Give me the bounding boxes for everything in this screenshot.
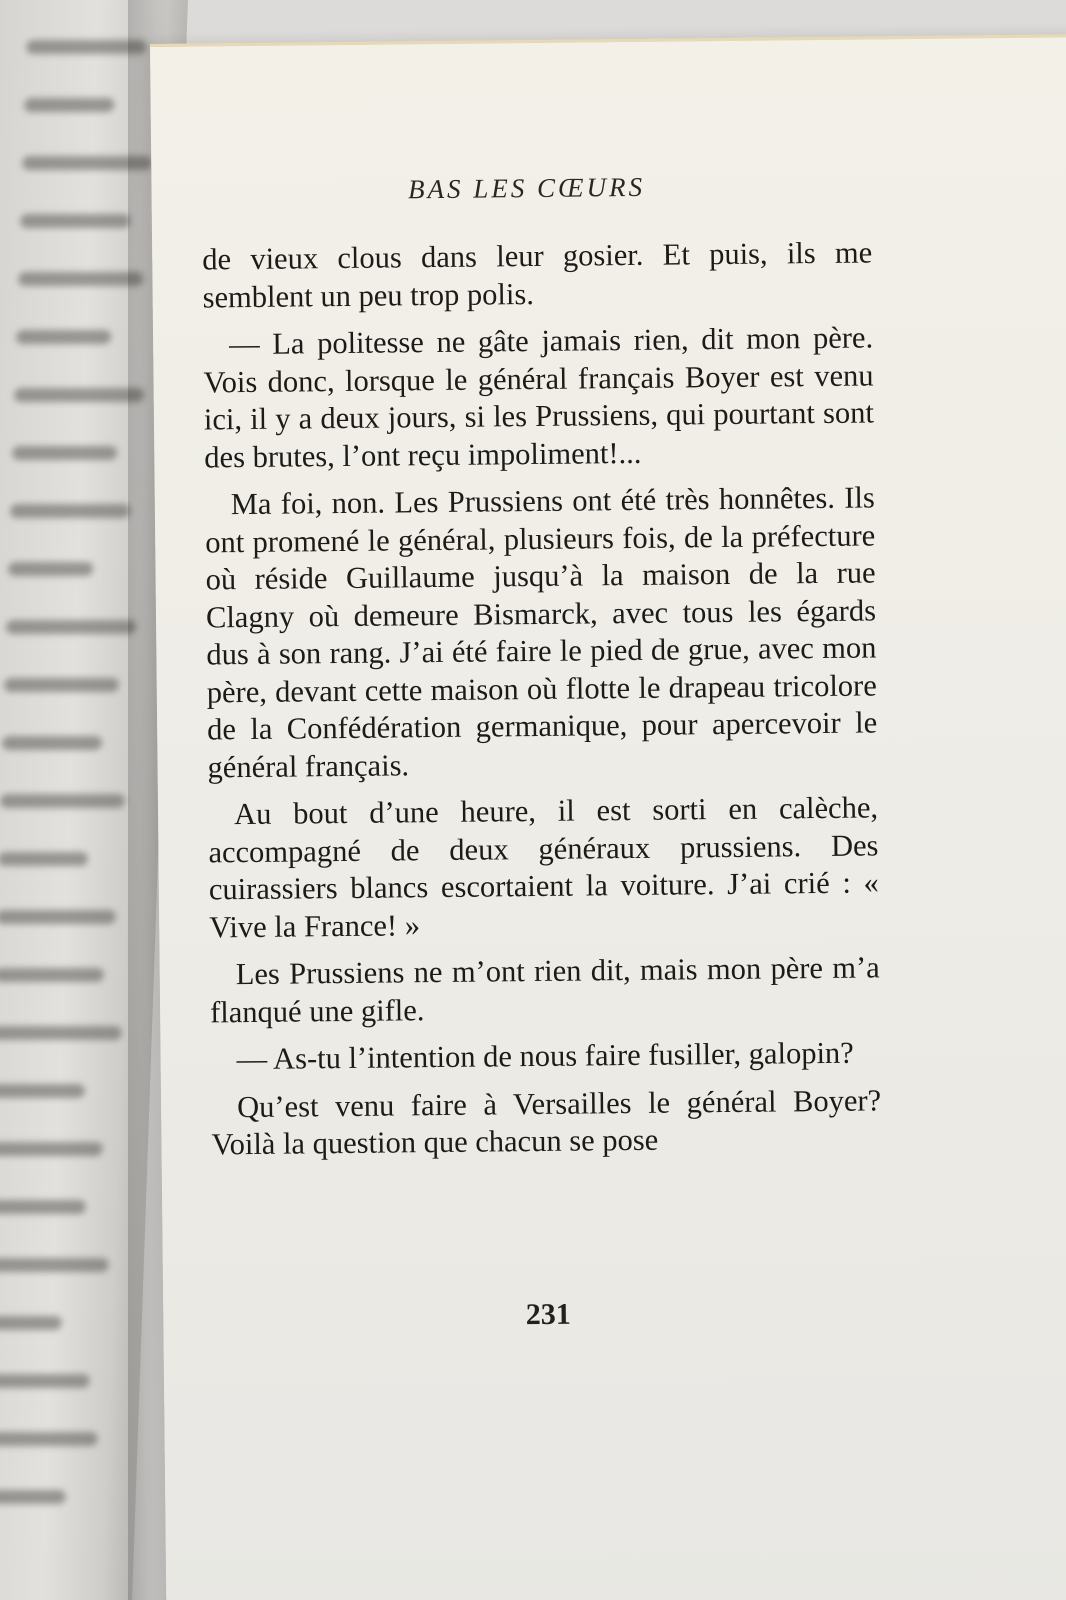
paragraph: de vieux clous dans leur gosier. Et puis, ils me semblent un peu trop polis. [202, 235, 873, 314]
body-text [202, 234, 882, 1173]
book-page [150, 34, 1066, 1600]
paragraph: — La politesse ne gâte jamais rien, dit mon père. Vois donc, lorsque le général français Boyer est venu ici, il y a deux jours, si les Prussiens, qui pourtant sont des brutes, l’ont reçu impoliment!... [203, 320, 875, 474]
page-number: 231 [525, 1297, 571, 1332]
paragraph: Ma foi, non. Les Prussiens ont été très honnêtes. Ils ont promené le général, plusieurs fois, de la préfecture où réside Guillaume jusqu’à la maison de la rue Clagny où demeure Bismarck, avec tous les égards dus à son rang. J’ai été faire le pied de grue, avec mon père, devant cette maison où flotte le drapeau tricolore de la Confédération germanique, pour apercevoir le général français. [205, 480, 878, 784]
running-head: BAS LES CŒURS [407, 171, 646, 205]
paragraph: — As-tu l’intention de nous faire fusiller, galopin? [236, 1035, 854, 1077]
paragraph: Qu’est venu faire à Versailles le général Boyer? Voilà la question que chacun se pose [211, 1082, 882, 1162]
paragraph: Les Prussiens ne m’ont rien dit, mais mon père m’a flanqué une gifle. [209, 950, 880, 1029]
paragraph: Au bout d’une heure, il est sorti en calèche, accompagné de deux généraux prussiens. Des cuirassiers blancs escortaient la voiture. J’ai crié : « Vive la France! » [208, 790, 879, 944]
